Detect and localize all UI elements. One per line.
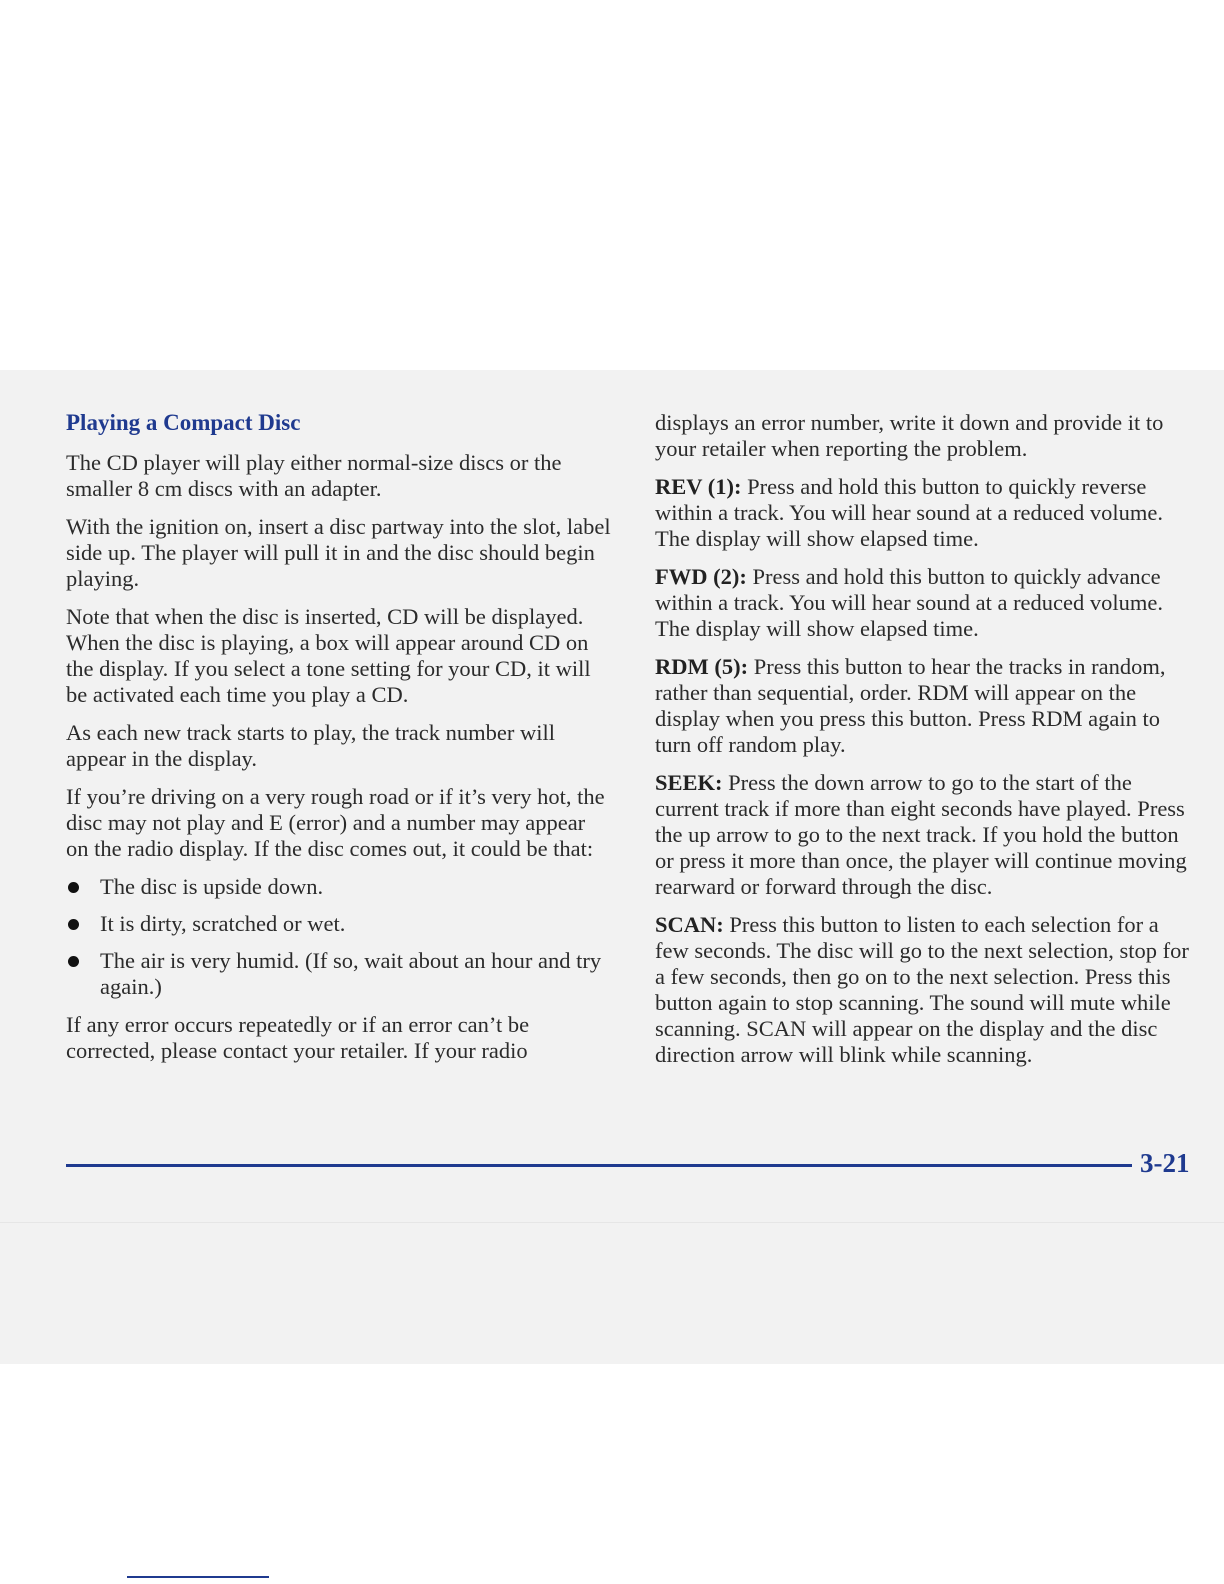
paragraph-insert-disc: With the ignition on, insert a disc partway into the slot, label side up. The player will pull it in and the disc should begin playing.	[66, 514, 611, 591]
fwd-button-description	[655, 564, 1195, 642]
bullet-icon	[68, 882, 79, 893]
bullet-icon	[68, 919, 79, 930]
rdm-button-description	[655, 654, 1195, 758]
rdm-text: Press this button to hear the tracks in random, rather than sequential, order. RDM will appear on the display when you press this button. Press RDM again to turn off random play.	[655, 654, 1166, 757]
rev-term: REV (1):	[655, 474, 742, 499]
paragraph-track-number: As each new track starts to play, the track number will appear in the display.	[66, 720, 556, 771]
list-item-text: The air is very humid. (If so, wait about an hour and try again.)	[100, 948, 602, 999]
list-item-text: The disc is upside down.	[100, 874, 324, 899]
list-item-text: It is dirty, scratched or wet.	[100, 911, 346, 936]
rev-button-description	[655, 474, 1195, 552]
left-column	[66, 410, 611, 1076]
bullet-icon	[68, 956, 79, 967]
paragraph-cd-display: Note that when the disc is inserted, CD will be displayed. When the disc is playing, a box will appear around CD on the display. If you select a tone setting for your CD, it will be activated each time you play a CD.	[66, 604, 591, 707]
scan-button-description	[655, 912, 1195, 1068]
page-number: 3-21	[1140, 1148, 1190, 1178]
seek-button-description	[655, 770, 1195, 900]
divider	[127, 1576, 269, 1578]
footer-rule	[66, 1164, 1132, 1167]
list-item	[66, 874, 611, 900]
paragraph-disc-sizes: The CD player will play either normal-size discs or the smaller 8 cm discs with an adapter.	[66, 450, 562, 501]
scan-term: SCAN:	[655, 912, 724, 937]
divider	[0, 1222, 1224, 1223]
paragraph-contact-retailer: If any error occurs repeatedly or if an error can’t be corrected, please contact your retailer. If your radio	[66, 1012, 530, 1063]
section-heading: Playing a Compact Disc	[66, 410, 301, 435]
scan-text: Press this button to listen to each selection for a few seconds. The disc will go to the next selection, stop for a few seconds, then go on to the next selection. Press this button again to stop scanning. The sound will mute while scanning. SCAN will appear on the display and the disc direction arrow will blink while scanning.	[655, 912, 1189, 1067]
fwd-text: Press and hold this button to quickly advance within a track. You will hear sound at a reduced volume. The display will show elapsed time.	[655, 564, 1164, 641]
rev-text: Press and hold this button to quickly reverse within a track. You will hear sound at a reduced volume. The display will show elapsed time.	[655, 474, 1164, 551]
right-column	[655, 410, 1195, 1080]
paragraph-error-conditions: If you’re driving on a very rough road or if it’s very hot, the disc may not play and E (error) and a number may appear on the radio display. If the disc comes out, it could be that:	[66, 784, 605, 861]
list-item	[66, 948, 611, 1000]
paragraph-error-number: displays an error number, write it down and provide it to your retailer when reporting the problem.	[655, 410, 1164, 461]
list-item	[66, 911, 611, 937]
seek-text: Press the down arrow to go to the start of the current track if more than eight seconds have played. Press the up arrow to go to the next track. If you hold the button or press it more than once, the player will continue moving rearward or forward through the disc.	[655, 770, 1187, 899]
seek-term: SEEK:	[655, 770, 723, 795]
error-cause-list	[66, 874, 611, 1000]
fwd-term: FWD (2):	[655, 564, 747, 589]
rdm-term: RDM (5):	[655, 654, 749, 679]
